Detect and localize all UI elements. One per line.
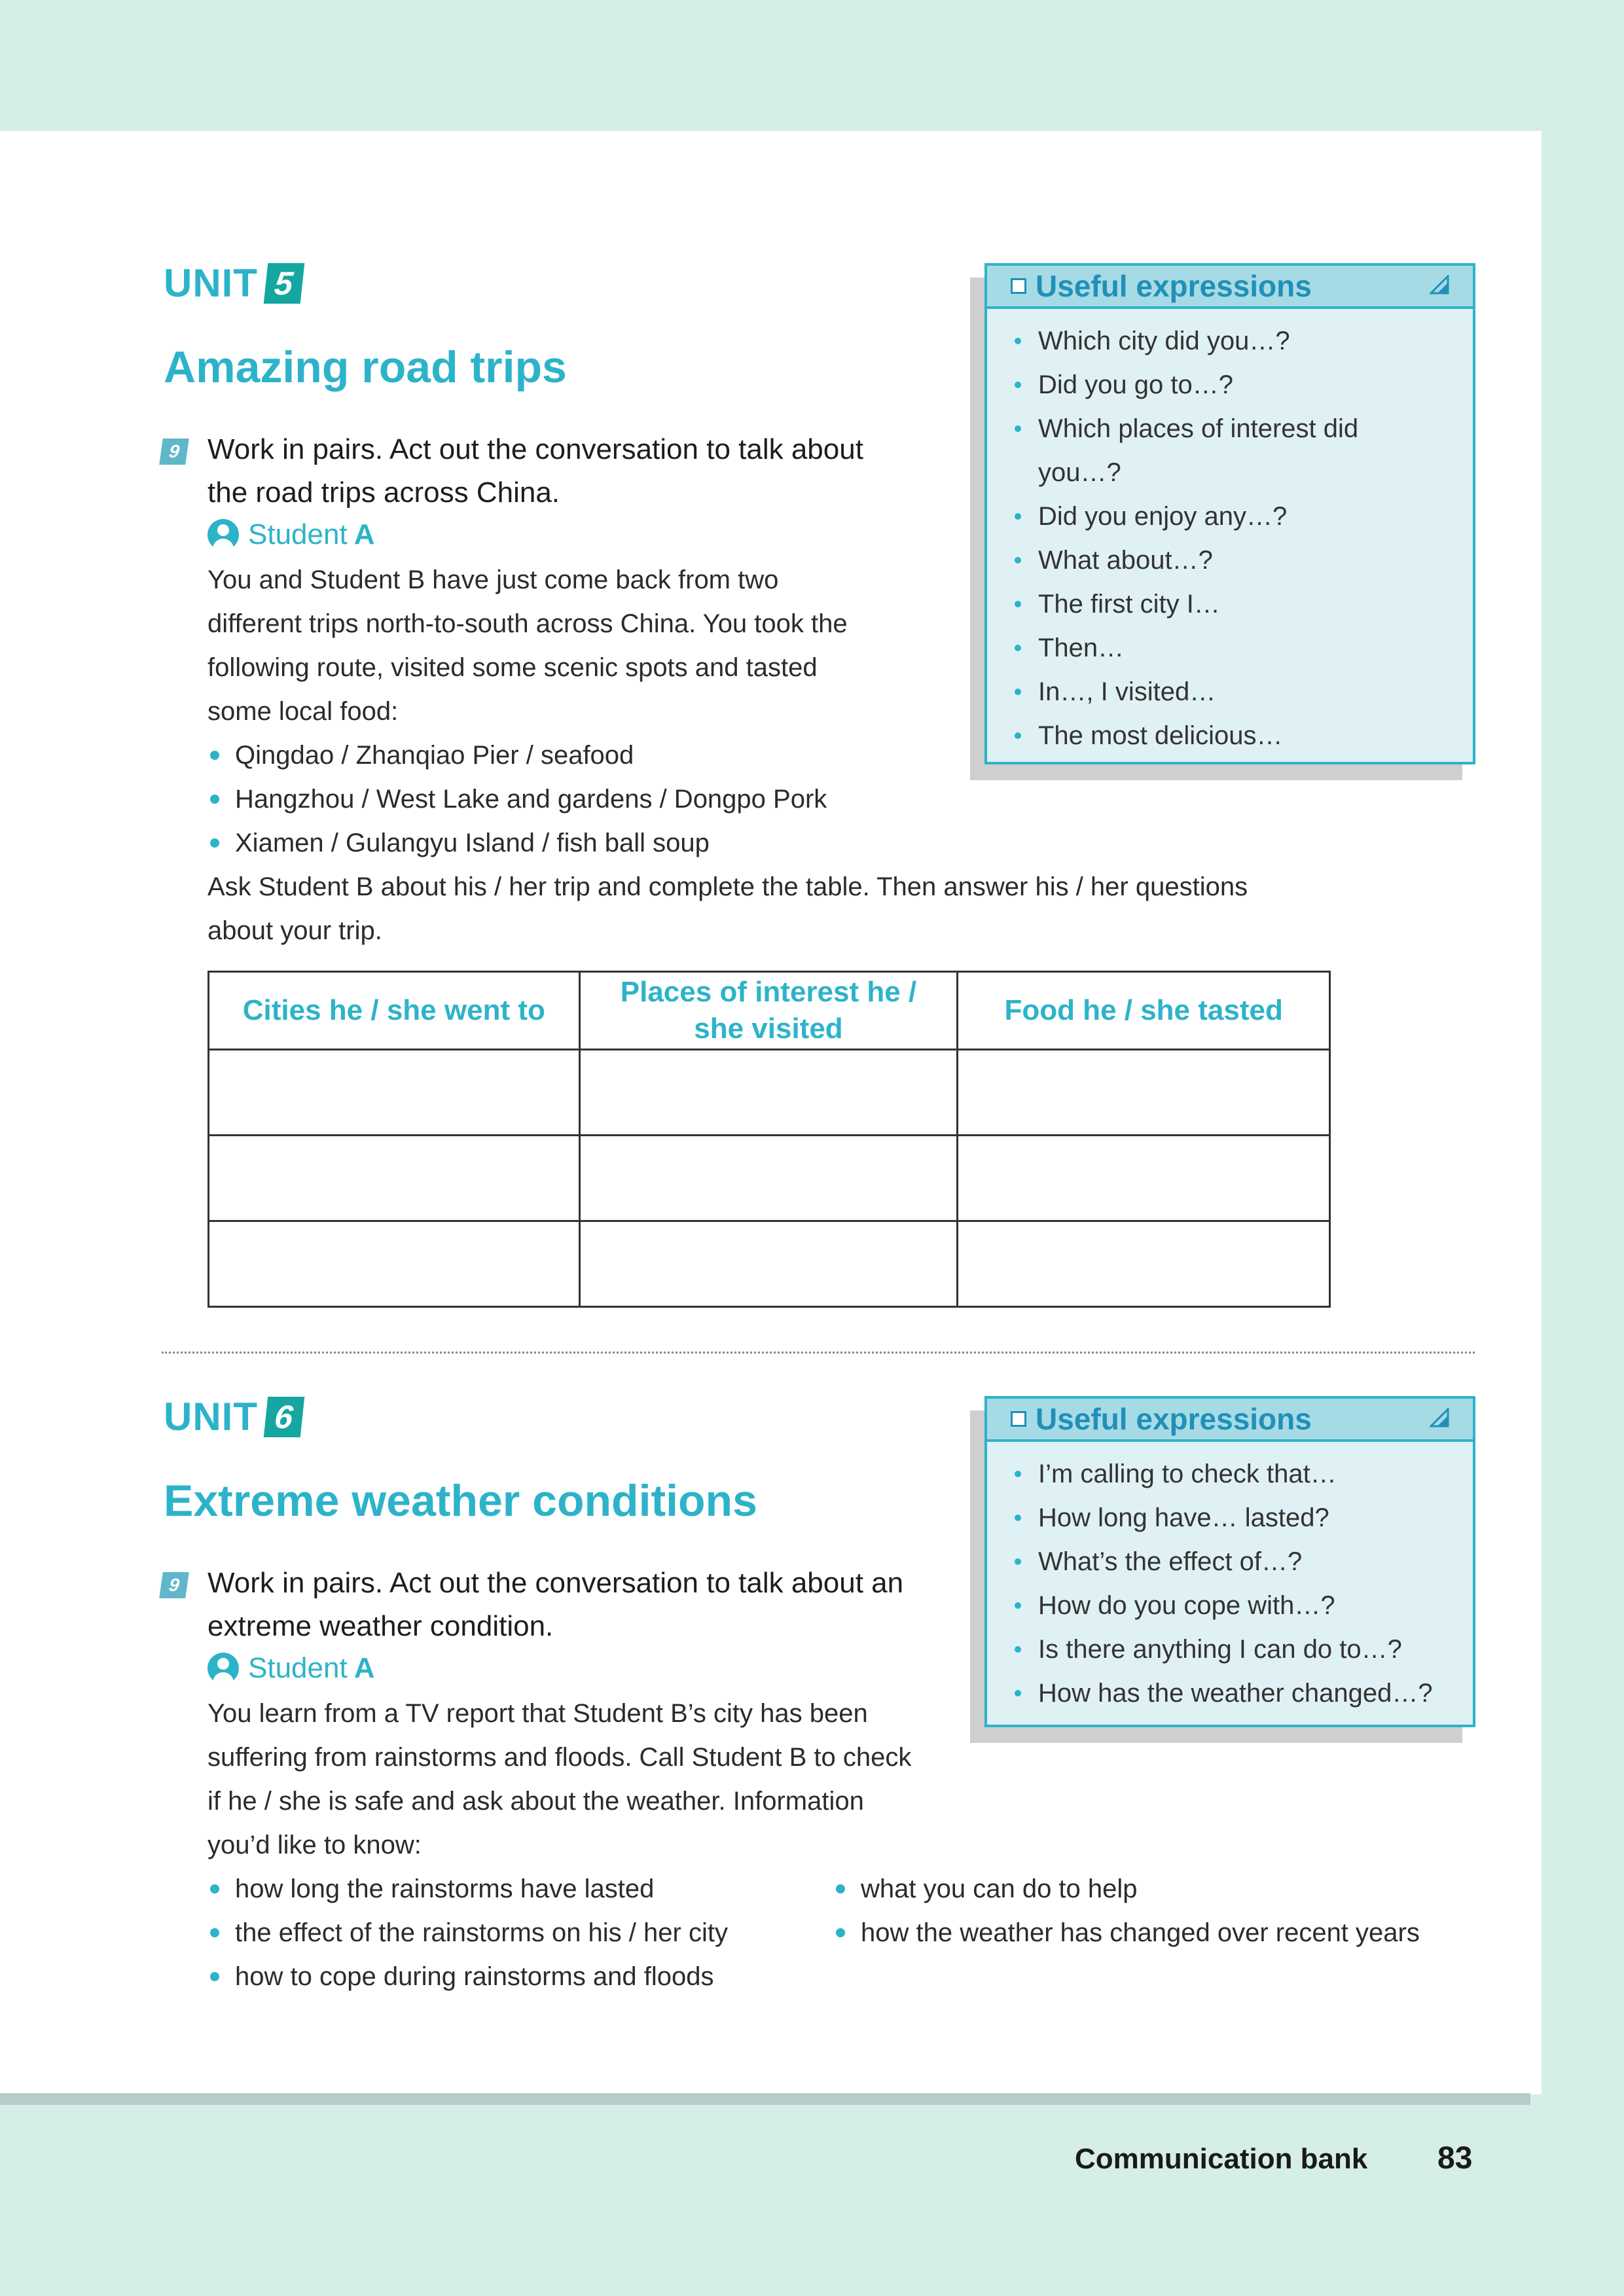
table-cell-input[interactable]: [579, 1050, 958, 1136]
list-item: what you can do to help: [833, 1867, 1420, 1911]
unit5-instructions: [208, 865, 1248, 953]
list-item: In…, I visited…: [1011, 670, 1473, 714]
list-item: Which city did you…?: [1011, 319, 1473, 363]
unit6-expressions-box: [984, 1396, 1475, 1727]
table-header-places-text: Places of interest he / she visited: [620, 976, 917, 1045]
unit5-task: [208, 428, 863, 514]
unit5-number: 5: [264, 263, 305, 304]
trip-table: [208, 971, 1331, 1308]
table-header-row: [209, 972, 1330, 1050]
unit5-instructions-line: Ask Student B about his / her trip and complete the table. Then answer his / her questions: [208, 872, 1248, 901]
unit5-expressions-title: Useful expressions: [1036, 269, 1312, 303]
list-item: What’s the effect of…?: [1011, 1540, 1473, 1584]
unit6-intro-line: you’d like to know:: [208, 1831, 422, 1859]
list-item: What about…?: [1011, 539, 1473, 583]
unit6-intro-line: You learn from a TV report that Student B’s city has been: [208, 1699, 868, 1728]
unit5-intro-line: following route, visited some scenic spots and tasted: [208, 653, 818, 682]
unit5-intro-line: You and Student B have just come back from two: [208, 565, 779, 594]
corner-triangle-icon: [1430, 1408, 1449, 1427]
list-item: The first city I…: [1011, 583, 1473, 626]
unit6-task-line: extreme weather condition.: [208, 1610, 554, 1642]
unit6-number: 6: [264, 1397, 305, 1437]
table-cell-input[interactable]: [958, 1050, 1330, 1136]
page-number: 83: [1437, 2141, 1473, 2176]
unit6-info-list-left: [208, 1867, 728, 1999]
unit5-title: Amazing road trips: [164, 342, 567, 392]
list-item: Hangzhou / West Lake and gardens / Dongpo Pork: [208, 778, 827, 821]
unit6-intro-line: if he / she is safe and ask about the weather. Information: [208, 1787, 864, 1816]
list-item: How do you cope with…?: [1011, 1584, 1473, 1628]
unit5-student-label: [208, 518, 374, 551]
unit6-info-list-right: [833, 1867, 1420, 1955]
table-row: [209, 1050, 1330, 1136]
unit5-expressions-list: [987, 309, 1473, 758]
corner-triangle-icon: [1430, 275, 1449, 295]
unit5-student-text: Student: [248, 518, 348, 550]
list-item: How has the weather changed…?: [1011, 1672, 1473, 1715]
list-item: Qingdao / Zhanqiao Pier / seafood: [208, 734, 827, 778]
unit5-intro-line: some local food:: [208, 697, 399, 726]
student-icon: [208, 1653, 239, 1684]
list-item: The most delicious…: [1011, 714, 1473, 758]
list-item: Then…: [1011, 626, 1473, 670]
table-header-food: Food he / she tasted: [958, 972, 1330, 1050]
unit6-expressions-title: Useful expressions: [1036, 1402, 1312, 1436]
table-cell-input[interactable]: [958, 1221, 1330, 1307]
unit5-expressions-header: [987, 266, 1473, 309]
unit5-student-letter: A: [353, 518, 375, 550]
table-header-cities: Cities he / she went to: [209, 972, 580, 1050]
unit6-expressions-list: [987, 1442, 1473, 1715]
unit5-expressions-box: [984, 263, 1475, 764]
unit5-label: [164, 260, 302, 306]
unit5-task-badge: 9: [159, 439, 189, 465]
list-item: how the weather has changed over recent years: [833, 1911, 1420, 1955]
unit6-intro-line: suffering from rainstorms and floods. Call Student B to check: [208, 1743, 912, 1772]
list-item: Xiamen / Gulangyu Island / fish ball soup: [208, 821, 827, 865]
unit6-task-badge: 9: [159, 1572, 189, 1598]
footer-section-label: Communication bank: [1075, 2143, 1368, 2175]
table-cell-input[interactable]: [209, 1136, 580, 1221]
table-row: [209, 1136, 1330, 1221]
unit6-task-line: Work in pairs. Act out the conversation to talk about an: [208, 1567, 904, 1599]
table-header-places: [579, 972, 958, 1050]
unit6-title: Extreme weather conditions: [164, 1476, 757, 1526]
unit6-label: [164, 1394, 302, 1439]
table-cell-input[interactable]: [209, 1221, 580, 1307]
unit6-task: [208, 1562, 903, 1648]
checkbox-square-icon: [1011, 1411, 1026, 1427]
list-item: the effect of the rainstorms on his / her city: [208, 1911, 728, 1955]
unit6-student-text: Student: [248, 1652, 348, 1684]
list-item: Did you enjoy any…?: [1011, 495, 1473, 539]
section-divider: [162, 1352, 1475, 1354]
table-row: [209, 1221, 1330, 1307]
table-cell-input[interactable]: [579, 1221, 958, 1307]
list-item: how long the rainstorms have lasted: [208, 1867, 728, 1911]
unit6-intro: [208, 1692, 911, 1867]
unit5-label-text: UNIT: [164, 261, 258, 305]
unit5-intro: [208, 558, 848, 734]
unit6-student-label: [208, 1652, 374, 1685]
page-bottom-edge: [0, 2093, 1530, 2105]
checkbox-square-icon: [1011, 278, 1026, 294]
table-cell-input[interactable]: [958, 1136, 1330, 1221]
table-cell-input[interactable]: [209, 1050, 580, 1136]
list-item-continuation: you…?: [1038, 458, 1121, 487]
list-item: Is there anything I can do to…?: [1011, 1628, 1473, 1672]
unit5-intro-line: different trips north-to-south across China. You took the: [208, 609, 848, 638]
unit6-student-letter: A: [353, 1652, 375, 1684]
list-item: How long have… lasted?: [1011, 1496, 1473, 1540]
list-item: Which places of interest did: [1011, 407, 1473, 451]
unit5-route-list: [208, 734, 827, 865]
unit5-task-line: Work in pairs. Act out the conversation to talk about: [208, 433, 863, 465]
list-item: I’m calling to check that…: [1011, 1452, 1473, 1496]
unit6-label-text: UNIT: [164, 1395, 258, 1439]
student-icon: [208, 519, 239, 550]
unit5-task-line: the road trips across China.: [208, 476, 560, 509]
list-item: how to cope during rainstorms and floods: [208, 1955, 728, 1999]
list-item: Did you go to…?: [1011, 363, 1473, 407]
unit5-instructions-line: about your trip.: [208, 916, 382, 945]
table-cell-input[interactable]: [579, 1136, 958, 1221]
unit6-expressions-header: [987, 1399, 1473, 1442]
